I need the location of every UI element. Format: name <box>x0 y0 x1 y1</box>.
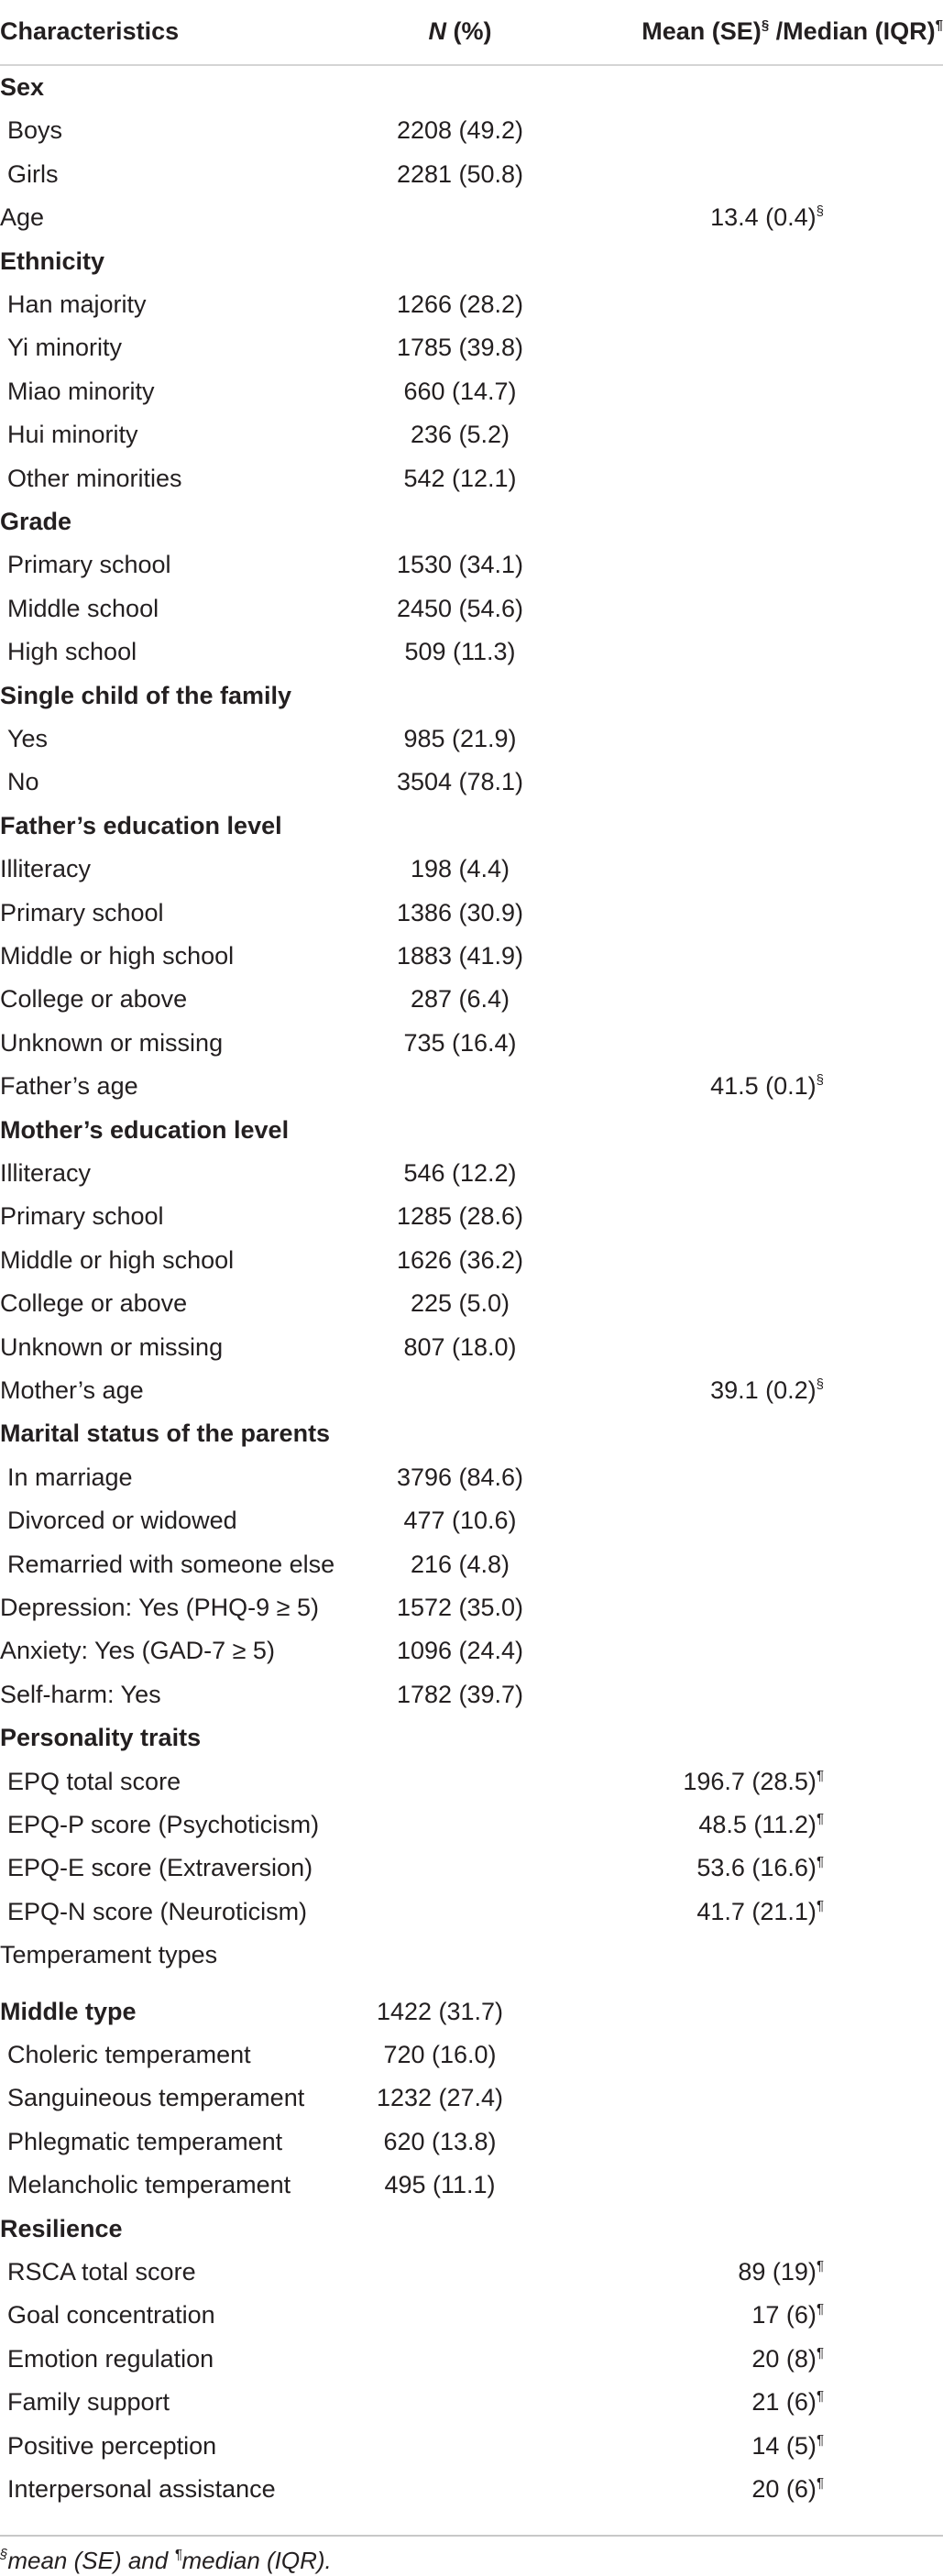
header-mean-text: Mean (SE) <box>641 17 762 45</box>
row-n-percent: 1422 (31.7) <box>376 1997 504 2025</box>
row-n-percent: 542 (12.1) <box>403 464 517 492</box>
row-n-percent: 1285 (28.6) <box>396 1202 524 1231</box>
row-label: EPQ-N score (Neuroticism) <box>7 1897 308 1925</box>
table-footnote <box>0 2545 332 2576</box>
row-stat-value: 21 (6) <box>751 2388 817 2417</box>
row-stat-mark: ¶ <box>816 1854 824 1870</box>
row-mean-median <box>421 2430 824 2461</box>
row-mean-median <box>421 2343 824 2374</box>
header-pilcrow-mark: ¶ <box>935 17 943 33</box>
row-label: Hui minority <box>7 421 138 449</box>
row-stat-value: 41.5 (0.1) <box>710 1072 817 1101</box>
row-mean-median <box>421 2256 824 2287</box>
row-n-percent: 1626 (36.2) <box>396 1245 524 1274</box>
row-label: EPQ-E score (Extraversion) <box>7 1854 313 1882</box>
row-mean-median <box>421 2386 824 2417</box>
row-stat-value: 41.7 (21.1) <box>696 1897 817 1925</box>
row-label: Middle type <box>0 1997 137 2025</box>
row-n-percent: 198 (4.4) <box>410 855 510 883</box>
row-stat-value: 20 (6) <box>751 2475 817 2503</box>
row-mean-median <box>421 1375 824 1406</box>
row-label: Anxiety: Yes (GAD-7 ≥ 5) <box>0 1637 275 1665</box>
row-mean-median <box>421 2299 824 2330</box>
row-label: Positive perception <box>7 2431 217 2460</box>
row-label: Other minorities <box>7 464 182 492</box>
row-n-percent: 236 (5.2) <box>410 421 510 449</box>
row-label: Mother’s age <box>0 1376 144 1404</box>
row-label: Age <box>0 203 45 232</box>
row-label: Unknown or missing <box>0 1332 224 1361</box>
row-n-percent: 807 (18.0) <box>403 1332 517 1361</box>
footnote-text-median: median (IQR). <box>181 2547 332 2574</box>
row-label: RSCA total score <box>7 2258 196 2286</box>
table-bottom-divider <box>0 2535 943 2537</box>
row-stat-mark: ¶ <box>816 2344 824 2361</box>
row-n-percent: 509 (11.3) <box>404 638 516 666</box>
row-n-percent: 1096 (24.4) <box>396 1637 524 1665</box>
row-mean-median <box>421 1852 824 1883</box>
row-label: Personality traits <box>0 1724 202 1752</box>
row-stat-value: 17 (6) <box>751 2301 817 2329</box>
row-label: EPQ-P score (Psychoticism) <box>7 1811 320 1838</box>
row-label: EPQ total score <box>7 1767 181 1795</box>
row-stat-value: 89 (19) <box>738 2258 817 2286</box>
row-label: Choleric temperament <box>7 2041 251 2068</box>
row-label: Illiteracy <box>0 1159 92 1187</box>
row-n-percent: 216 (4.8) <box>410 1550 510 1578</box>
footnote-pilcrow-mark: ¶ <box>174 2547 182 2562</box>
row-label: In marriage <box>7 1463 133 1491</box>
row-label: Goal concentration <box>7 2301 215 2329</box>
row-label: Marital status of the parents <box>0 1420 331 1448</box>
row-stat-mark: ¶ <box>816 2475 824 2491</box>
row-label: Ethnicity <box>0 247 105 275</box>
row-label: Single child of the family <box>0 681 292 709</box>
row-label: Emotion regulation <box>7 2344 214 2373</box>
row-label: Yi minority <box>7 334 123 362</box>
row-label: Miao minority <box>7 377 155 405</box>
row-stat-value: 53.6 (16.6) <box>696 1854 817 1882</box>
row-n-percent: 720 (16.0) <box>383 2041 497 2068</box>
footnote-section-mark: § <box>0 2547 8 2562</box>
row-stat-mark: ¶ <box>816 2431 824 2448</box>
row-stat-mark: ¶ <box>816 2388 824 2405</box>
row-label: Han majority <box>7 290 147 318</box>
row-label: No <box>7 768 39 796</box>
row-stat-mark: § <box>816 1072 824 1089</box>
row-label: Melancholic temperament <box>7 2171 291 2199</box>
row-stat-mark: ¶ <box>816 2301 824 2318</box>
row-label: Phlegmatic temperament <box>7 2127 283 2155</box>
row-label: Primary school <box>0 898 164 926</box>
row-label: Father’s education level <box>0 811 282 839</box>
row-label: Father’s age <box>0 1072 138 1101</box>
row-label: Yes <box>7 725 49 752</box>
header-divider <box>0 64 943 66</box>
row-n-percent: 1883 (41.9) <box>396 942 524 970</box>
row-stat-mark: ¶ <box>816 1767 824 1783</box>
row-n-percent: 546 (12.2) <box>403 1159 517 1187</box>
row-n-percent: 2450 (54.6) <box>396 594 524 622</box>
row-label: Depression: Yes (PHQ-9 ≥ 5) <box>0 1594 319 1621</box>
header-section-mark: § <box>761 17 770 33</box>
row-n-percent: 3504 (78.1) <box>396 768 524 796</box>
row-stat-value: 14 (5) <box>751 2431 817 2460</box>
row-n-percent: 225 (5.0) <box>410 1289 510 1318</box>
row-label: Mother’s education level <box>0 1115 290 1144</box>
row-label: Primary school <box>0 1202 164 1231</box>
row-label: Unknown or missing <box>0 1028 224 1057</box>
row-label: Middle or high school <box>0 1245 235 1274</box>
row-n-percent: 3796 (84.6) <box>396 1463 524 1491</box>
row-label: Grade <box>0 508 72 535</box>
row-stat-mark: ¶ <box>816 1897 824 1913</box>
footnote-text-mean: mean (SE) and <box>7 2547 175 2574</box>
row-mean-median <box>421 1896 824 1927</box>
row-mean-median <box>421 1809 824 1840</box>
row-stat-value: 196.7 (28.5) <box>683 1767 817 1795</box>
row-label: Resilience <box>0 2214 123 2242</box>
row-label: Family support <box>7 2388 170 2417</box>
row-stat-value: 13.4 (0.4) <box>710 203 817 232</box>
row-mean-median <box>421 202 824 233</box>
row-label: Self-harm: Yes <box>0 1680 161 1708</box>
header-mean-median <box>540 16 943 47</box>
row-n-percent: 1386 (30.9) <box>396 898 524 926</box>
row-stat-mark: § <box>816 1376 824 1392</box>
row-label: Remarried with someone else <box>7 1550 335 1578</box>
row-label: Sanguineous temperament <box>7 2084 305 2112</box>
header-n-rest: (%) <box>446 17 492 45</box>
row-n-percent: 2281 (50.8) <box>396 159 524 188</box>
row-label: Boys <box>7 116 63 145</box>
row-stat-value: 39.1 (0.2) <box>710 1376 817 1404</box>
row-n-percent: 1572 (35.0) <box>396 1594 524 1621</box>
row-n-percent: 1266 (28.2) <box>396 290 524 318</box>
row-stat-mark: ¶ <box>816 2258 824 2274</box>
row-label: Girls <box>7 159 59 188</box>
row-n-percent: 477 (10.6) <box>403 1507 517 1535</box>
row-stat-value: 48.5 (11.2) <box>698 1811 817 1838</box>
row-n-percent: 1530 (34.1) <box>396 551 524 579</box>
table-header <box>0 0 943 66</box>
row-n-percent: 495 (11.1) <box>384 2171 496 2199</box>
row-stat-value: 20 (8) <box>751 2344 817 2373</box>
row-label: High school <box>7 638 137 666</box>
row-mean-median <box>421 2473 824 2505</box>
row-label: Temperament types <box>0 1941 218 1969</box>
row-n-percent: 1785 (39.8) <box>396 334 524 362</box>
row-n-percent: 1232 (27.4) <box>376 2084 504 2112</box>
row-n-percent: 660 (14.7) <box>403 377 517 405</box>
row-label: College or above <box>0 985 188 1014</box>
row-label: Interpersonal assistance <box>7 2475 276 2503</box>
header-characteristics: Characteristics <box>0 17 180 45</box>
row-n-percent: 1782 (39.7) <box>396 1680 524 1708</box>
row-label: Sex <box>0 73 45 101</box>
row-label: College or above <box>0 1289 188 1318</box>
header-n-percent <box>359 16 561 47</box>
row-n-percent: 2208 (49.2) <box>396 116 524 145</box>
header-n-italic: N <box>428 17 446 45</box>
row-n-percent: 620 (13.8) <box>383 2127 497 2155</box>
row-n-percent: 985 (21.9) <box>403 725 517 752</box>
row-label: Illiteracy <box>0 855 92 883</box>
row-label: Middle school <box>7 594 159 622</box>
row-mean-median <box>421 1766 824 1797</box>
header-median-text: /Median (IQR) <box>769 17 936 45</box>
row-n-percent: 735 (16.4) <box>403 1028 517 1057</box>
row-label: Divorced or widowed <box>7 1507 237 1535</box>
row-stat-mark: § <box>816 203 824 220</box>
row-mean-median <box>421 1070 824 1102</box>
row-label: Primary school <box>7 551 171 579</box>
row-n-percent: 287 (6.4) <box>410 985 510 1014</box>
row-stat-mark: ¶ <box>816 1811 824 1826</box>
row-label: Middle or high school <box>0 942 235 970</box>
